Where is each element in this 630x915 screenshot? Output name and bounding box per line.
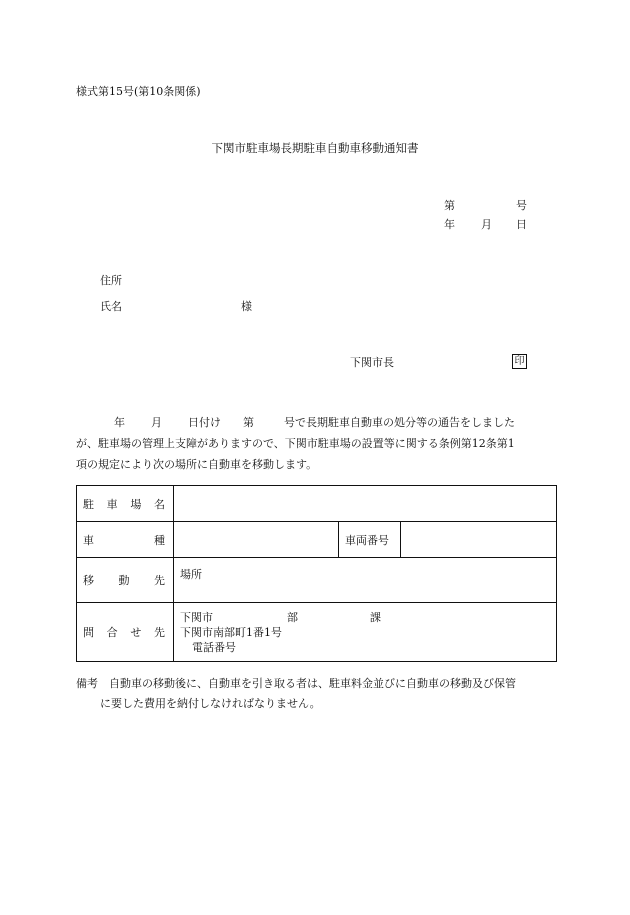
document-title: 下関市駐車場長期駐車自動車移動通知書	[211, 141, 419, 155]
body-line-1	[76, 412, 556, 433]
date-year: 年	[444, 218, 455, 231]
table-row	[77, 486, 557, 522]
table-row	[77, 603, 557, 662]
inquiry-label: 問 合 せ 先	[77, 603, 174, 662]
seal-mark: 印	[512, 354, 527, 369]
name-label: 氏名	[100, 300, 122, 313]
inquiry-city: 下関市	[180, 610, 213, 624]
body-month: 月	[151, 416, 162, 429]
info-table	[76, 485, 557, 662]
date-day: 日	[516, 218, 527, 231]
note	[76, 674, 566, 714]
inquiry-ka: 課	[370, 610, 381, 624]
body-paragraph	[76, 412, 556, 475]
date-month: 月	[481, 218, 492, 231]
vehicle-number-label: 車両番号	[339, 522, 401, 558]
body-line-2: が、駐車場の管理上支障がありますので、下関市駐車場の設置等に関する条例第12条第1	[76, 437, 515, 450]
honorific: 様	[241, 300, 252, 313]
inquiry-phone: 電話番号	[192, 640, 236, 654]
destination-place-label: 場所	[180, 568, 202, 581]
table-row	[77, 522, 557, 558]
doc-number-go: 号	[516, 199, 527, 212]
body-year: 年	[114, 416, 125, 429]
body-line1-rest: 号で長期駐車自動車の処分等の通告をしました	[284, 416, 515, 429]
doc-number-dai: 第	[444, 199, 455, 212]
parking-lot-label: 駐 車 場 名	[77, 486, 174, 522]
address-label: 住所	[100, 274, 122, 287]
destination-value[interactable]	[174, 558, 557, 603]
parking-lot-value[interactable]	[174, 486, 557, 522]
vehicle-number-value[interactable]	[401, 522, 557, 558]
issuer-title: 下関市長	[350, 356, 394, 369]
form-number: 様式第15号(第10条関係)	[76, 85, 201, 98]
inquiry-bu: 部	[287, 610, 298, 624]
table-row	[77, 558, 557, 603]
inquiry-value	[174, 603, 557, 662]
vehicle-type-value[interactable]	[174, 522, 339, 558]
body-dai: 第	[243, 416, 254, 429]
vehicle-type-label: 車 種	[77, 522, 174, 558]
body-line-3: 項の規定により次の場所に自動車を移動します。	[76, 458, 318, 471]
note-line-2: に要した費用を納付しなければなりません。	[100, 697, 321, 710]
note-label: 備考	[76, 677, 98, 690]
note-line-1: 自動車の移動後に、自動車を引き取る者は、駐車料金並びに自動車の移動及び保管	[109, 677, 516, 690]
inquiry-address: 下関市南部町1番1号	[180, 625, 282, 639]
body-dated: 日付け	[188, 416, 221, 429]
destination-label: 移 動 先	[77, 558, 174, 603]
